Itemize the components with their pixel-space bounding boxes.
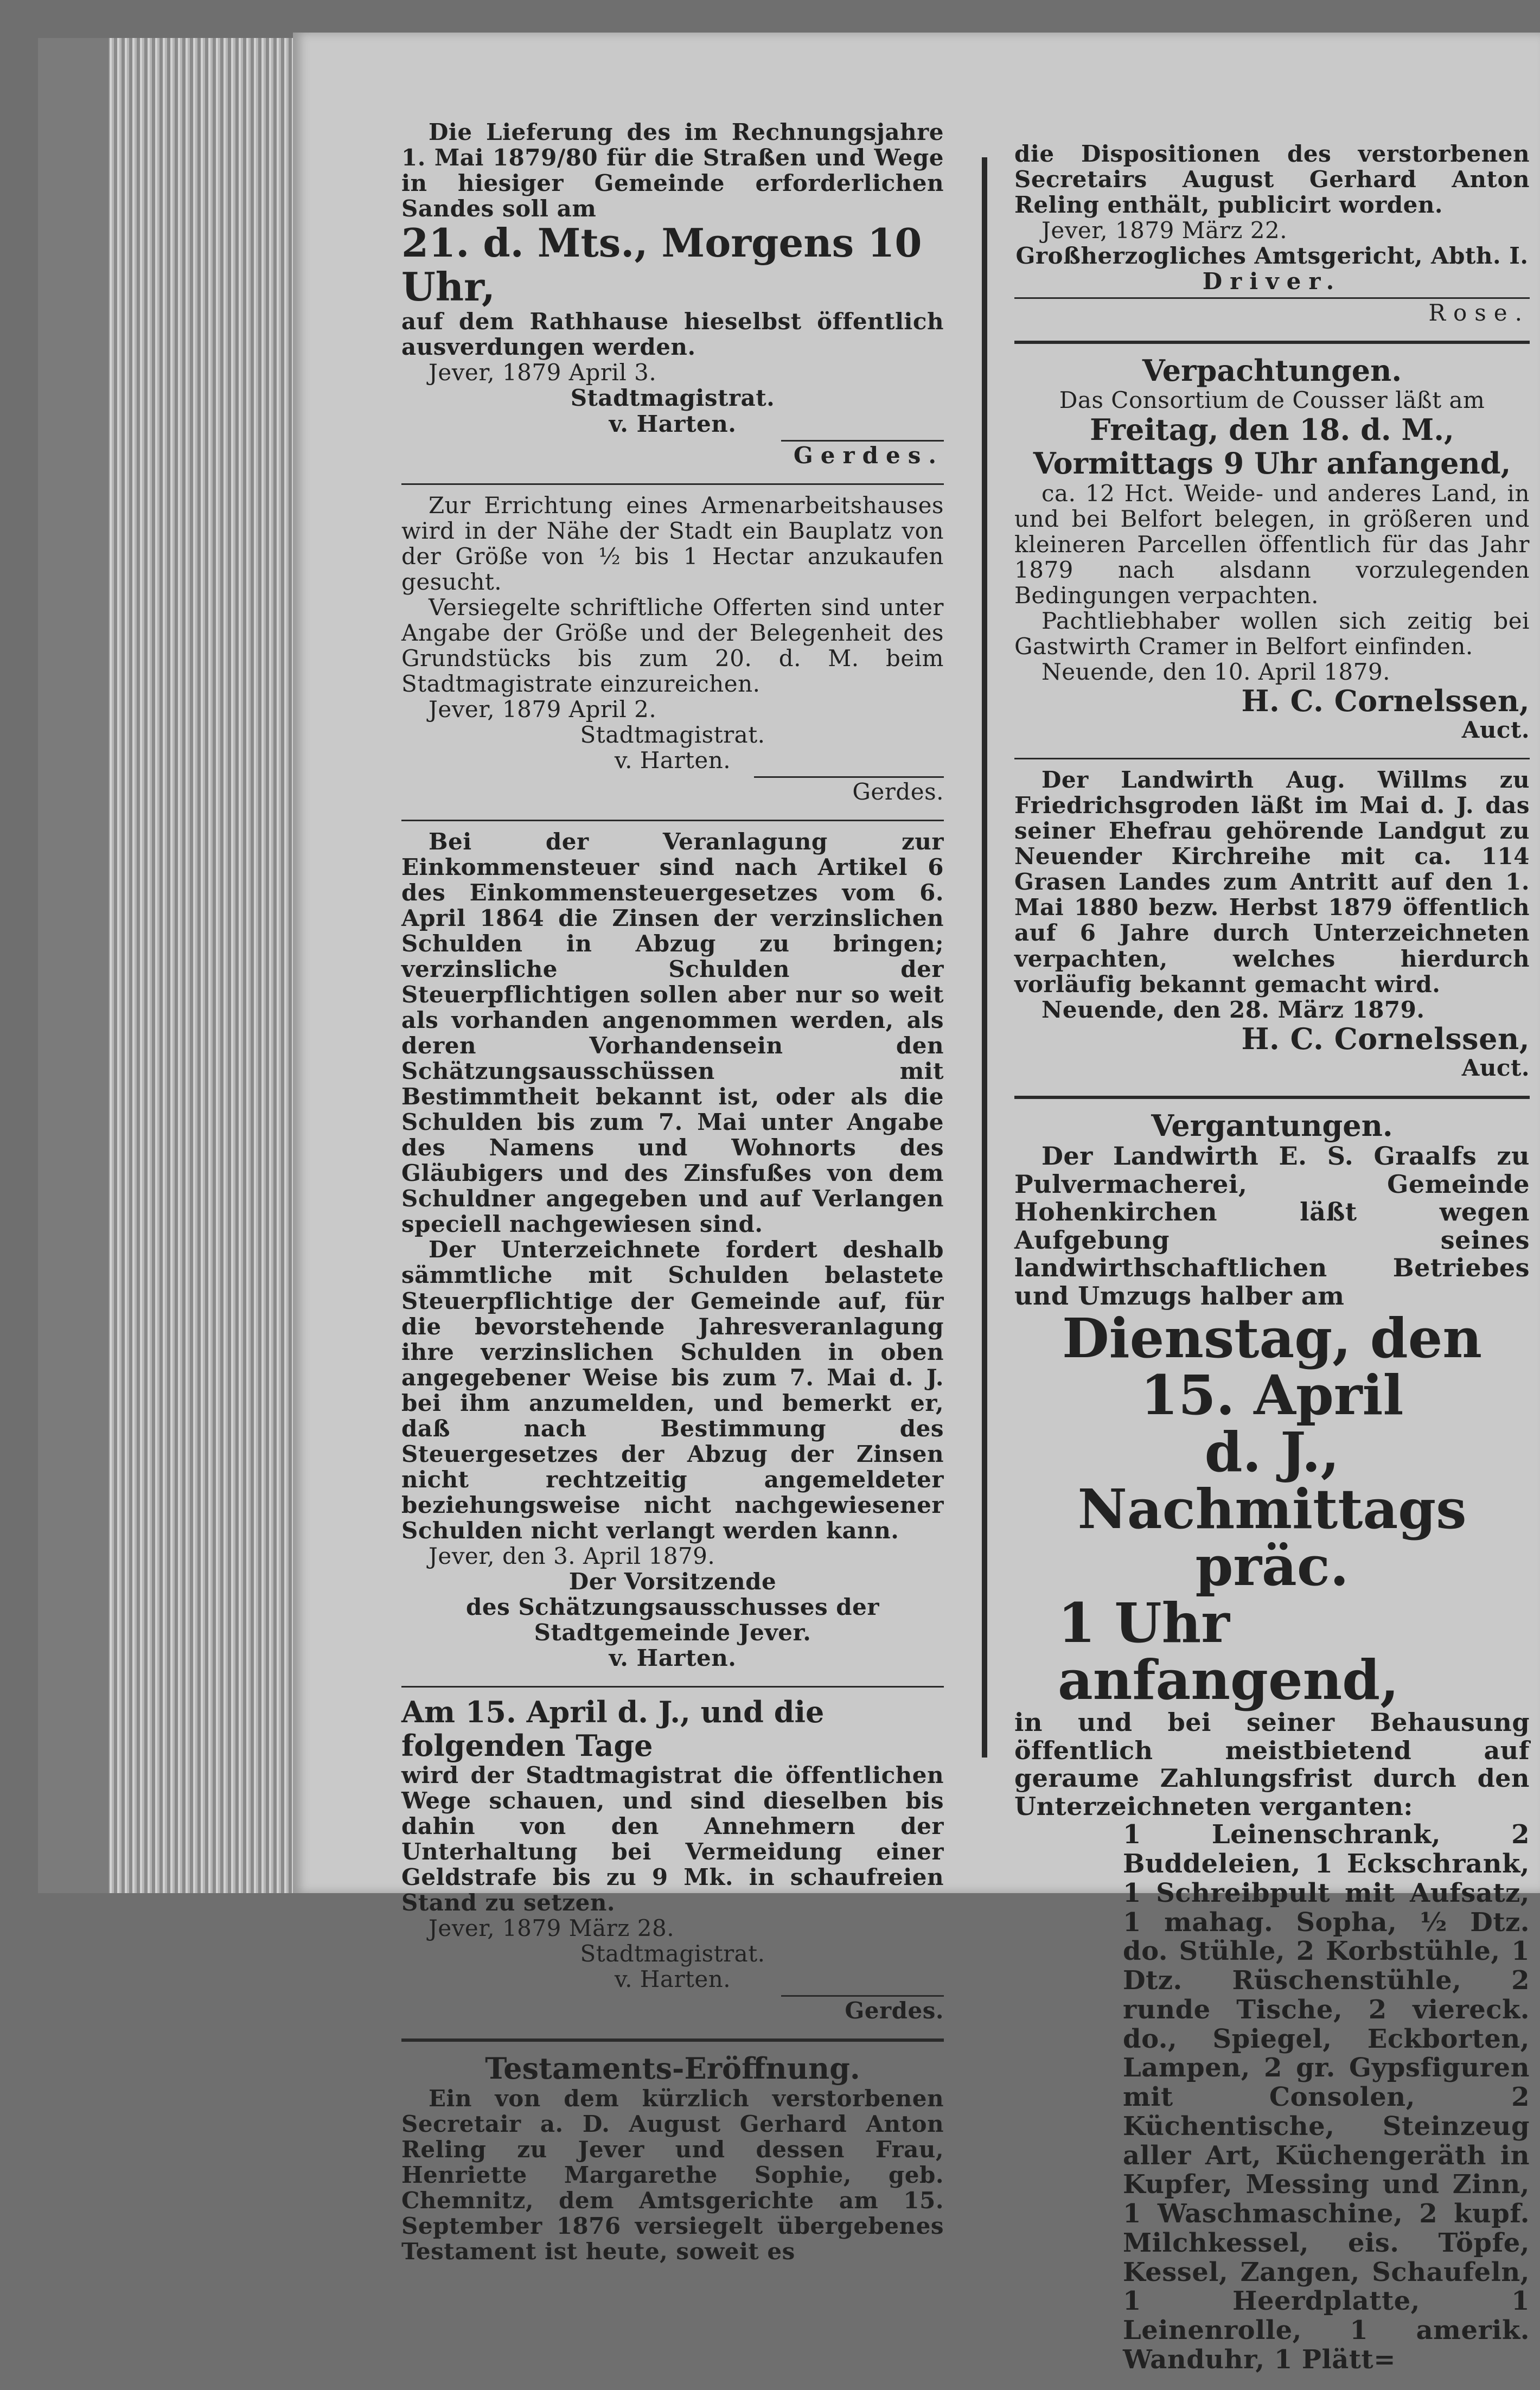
notice-income-tax: [401, 829, 944, 1671]
notice-signature: Stadtmagistrat.: [580, 721, 765, 748]
notice-text: in und bei seiner Behausung öffentlich meistbietend auf geraume Zahlungsfrist durch den Unterzeichneten verganten:: [1014, 1708, 1530, 1821]
notice-place: Jever, 1879 März 28.: [429, 1915, 675, 1942]
notice-place: Jever, 1879 April 3.: [429, 359, 657, 386]
notice-date: Dienstag, den 15. April: [1062, 1306, 1483, 1428]
notice-place: Neuende, den 10. April 1879.: [1041, 658, 1391, 685]
notice-road-inspection: [401, 1695, 944, 2024]
notice-lease-belfort: [1014, 354, 1530, 743]
notice-auction: [1014, 1109, 1530, 2375]
notice-date: Freitag, den 18. d. M.,: [1090, 412, 1454, 448]
separator: [401, 1686, 944, 1688]
left-column: [401, 119, 944, 2279]
notice-place: Neuende, den 28. März 1879.: [1041, 996, 1425, 1023]
notice-signature: Driver.: [1202, 268, 1342, 295]
notice-text: wird der Stadtmagistrat die öffentlichen Wege schauen, und sind dieselben bis dahin von den Annehmern der Unterhaltung bei Vermeidung einer Geldstrafe bis zu 9 Mk. in schaufreien Stand zu setzen.: [401, 1762, 944, 1916]
newspaper-page: [293, 33, 1540, 2375]
auction-items: 1 Leinenschrank, 2 Buddeleien, 1 Eckschrank, 1 Schreibpult mit Aufsatz, 1 mahag. Sopha, ½ Dtz. do. Stühle, 2 Korbstühle, 1 Dtz. Rüschenstühle, 2 runde Tische, 2 viereck. do., Spiegel, Eckborten, Lampen, 2 gr. Gypsfiguren mit Consolen, 2 Küchentische, Steinzeug aller Art, Küchengeräth in Kupfer, Messing und Zinn, 1 Waschmaschine, 2 kupf. Milchkessel, eis. Töpfe, Kessel, Zangen, Schaufeln, 1 Heerdplatte, 1 Leinenrolle, 1 amerik. Wanduhr, 1 Plätt=: [1123, 1819, 1530, 2375]
notice-text: ca. 12 Hct. Weide- und anderes Land, in und bei Belfort belegen, in größeren und kleineren Parcellen öffentlich für das Jahr 1879 nach alsdann vorzulegenden Bedingungen verpachten.: [1014, 480, 1530, 609]
notice-signature: Gerdes.: [793, 442, 944, 469]
notice-signature: Gerdes.: [852, 778, 944, 805]
notice-text: Der Unterzeichnete fordert deshalb sämmtliche mit Schulden belastete Steuerpflichtige der Gemeinde auf, für die bevorstehende Jahresveranlagung ihre verzinslichen Schulden in oben angegebener Weise bis zum 7. Mai d. J. bei ihm anzumelden, und bemerkt er, daß nach Bestimmung des Steuergesetzes der Abzug der Zinsen nicht rechtzeitig angemeldeter beziehungsweise nicht nachgewiesener Schulden nicht verlangt werden kann.: [401, 1236, 944, 1544]
notice-text: Bei der Veranlagung zur Einkommensteuer sind nach Artikel 6 des Einkommensteuergesetzes vom 6. April 1864 die Zinsen der verzinslichen Schulden in Abzug zu bringen; verzinsliche Schulden der Steuerpflichtigen sollen aber nur so weit als vorhanden angenommen werden, als deren Vorhandensein den Schätzungsausschüssen mit Bestimmtheit bekannt ist, oder als die Schulden bis zum 7. Mai unter Angabe des Namens und Wohnorts des Gläubigers und des Zinsfußes von dem Schuldner angegeben und auf Verlangen speciell nachgewiesen sind.: [401, 828, 944, 1238]
notice-text: Die Lieferung des im Rechnungsjahre 1. Mai 1879/80 für die Straßen und Wege in hiesiger Gemeinde erforderlichen Sandes soll am: [401, 119, 944, 222]
separator: [1014, 341, 1530, 344]
notice-place: Jever, 1879 März 22.: [1041, 217, 1288, 244]
separator: [1014, 1096, 1530, 1099]
right-column: [1014, 141, 1530, 2390]
notice-text: Pachtliebhaber wollen sich zeitig bei Gastwirth Cramer in Belfort einfinden.: [1014, 607, 1530, 660]
notice-text: Zur Errichtung eines Armenarbeitshauses wird in der Nähe der Stadt ein Bauplatz von der Größe von ½ bis 1 Hectar anzukaufen gesucht.: [401, 491, 944, 595]
separator: [401, 483, 944, 485]
notice-testament: [401, 2052, 944, 2264]
notice-headline: Vergantungen.: [1151, 1108, 1393, 1143]
notice-signature: v. Harten.: [614, 1966, 731, 1993]
notice-signature: Großherzogliches Amtsgericht, Abth. I.: [1015, 242, 1529, 270]
signature-line: [781, 440, 944, 468]
notice-headline: Testaments-Eröffnung.: [485, 2051, 860, 2086]
notice-signature: Rose.: [1428, 299, 1530, 327]
notice-text: die Dispositionen des verstorbenen Secretairs August Gerhard Anton Reling enthält, publicirt worden.: [1014, 140, 1530, 219]
signature-line: [1014, 297, 1530, 325]
notice-signature: des Schätzungsausschusses der Stadtgemeinde Jever.: [465, 1593, 880, 1646]
notice-text: Ein von dem kürzlich verstorbenen Secretair a. D. August Gerhard Anton Reling zu Jever und dessen Frau, Henriette Margarethe Sophie, geb. Chemnitz, dem Amtsgerichte am 15. September 1876 versiegelt übergebenes Testament ist heute, soweit es: [401, 2085, 944, 2265]
separator: [401, 820, 944, 821]
notice-date: d. J., Nachmittags präc.: [1077, 1420, 1467, 1599]
book-cover-edge: [38, 38, 108, 1893]
notice-text: Der Landwirth Aug. Willms zu Friedrichsgroden läßt im Mai d. J. das seiner Ehefrau gehörende Landgut zu Neuender Kirchreihe mit ca. 114 Grasen Landes zum Antritt auf den 1. Mai 1880 bezw. Herbst 1879 öffentlich auf 6 Jahre durch Unterzeichneten verpachten, welches hierdurch vorläufig bekannt gemacht wird.: [1014, 766, 1530, 998]
notice-text: auf dem Rathhause hieselbst öffentlich ausverdungen werden.: [401, 308, 944, 361]
notice-sand-delivery: [401, 119, 944, 468]
notice-signature: v. Harten.: [614, 746, 731, 774]
notice-poorhouse: [401, 493, 944, 804]
signature-line: [754, 776, 944, 804]
notice-date: Vormittags 9 Uhr anfangend,: [1033, 446, 1511, 481]
notice-signature: Auct.: [1461, 1055, 1530, 1082]
notice-signature: Auct.: [1461, 717, 1530, 744]
signature-line: [781, 1995, 944, 2023]
notice-signature: v. Harten.: [609, 1644, 737, 1671]
notice-signature: Der Vorsitzende: [568, 1568, 777, 1595]
notice-signature: v. Harten.: [609, 410, 737, 437]
notice-lease-neuende: [1014, 767, 1530, 1081]
notice-headline: Am 15. April d. J., und die folgenden Tage: [401, 1694, 825, 1763]
notice-place: Jever, den 3. April 1879.: [429, 1542, 715, 1569]
notice-text: Das Consortium de Cousser läßt am: [1059, 387, 1485, 414]
notice-signature: Stadtmagistrat.: [580, 1940, 765, 1967]
notice-signature: H. C. Cornelssen,: [1241, 1021, 1530, 1056]
notice-text: Versiegelte schriftliche Offerten sind unter Angabe der Größe und der Belegenheit des Grundstücks bis zum 20. d. M. beim Stadtmagistrate einzureichen.: [401, 593, 944, 697]
notice-signature: H. C. Cornelssen,: [1241, 683, 1530, 718]
notice-text: Der Landwirth E. S. Graalfs zu Pulvermacherei, Gemeinde Hohenkirchen läßt wegen Aufgebung seines landwirthschaftlichen Betriebes und Umzugs halber am: [1014, 1141, 1530, 1311]
notice-signature: Stadtmagistrat.: [570, 385, 775, 412]
notice-date: 21. d. Mts., Morgens 10 Uhr,: [401, 220, 922, 310]
separator: [1014, 758, 1530, 759]
column-divider: [982, 157, 987, 1758]
notice-headline: Verpachtungen.: [1142, 353, 1402, 388]
notice-date: 1 Uhr anfangend,: [1058, 1591, 1400, 1712]
separator: [401, 2038, 944, 2042]
notice-signature: Gerdes.: [845, 1997, 944, 2024]
notice-place: Jever, 1879 April 2.: [429, 695, 657, 723]
notice-testament-continued: [1014, 141, 1530, 325]
